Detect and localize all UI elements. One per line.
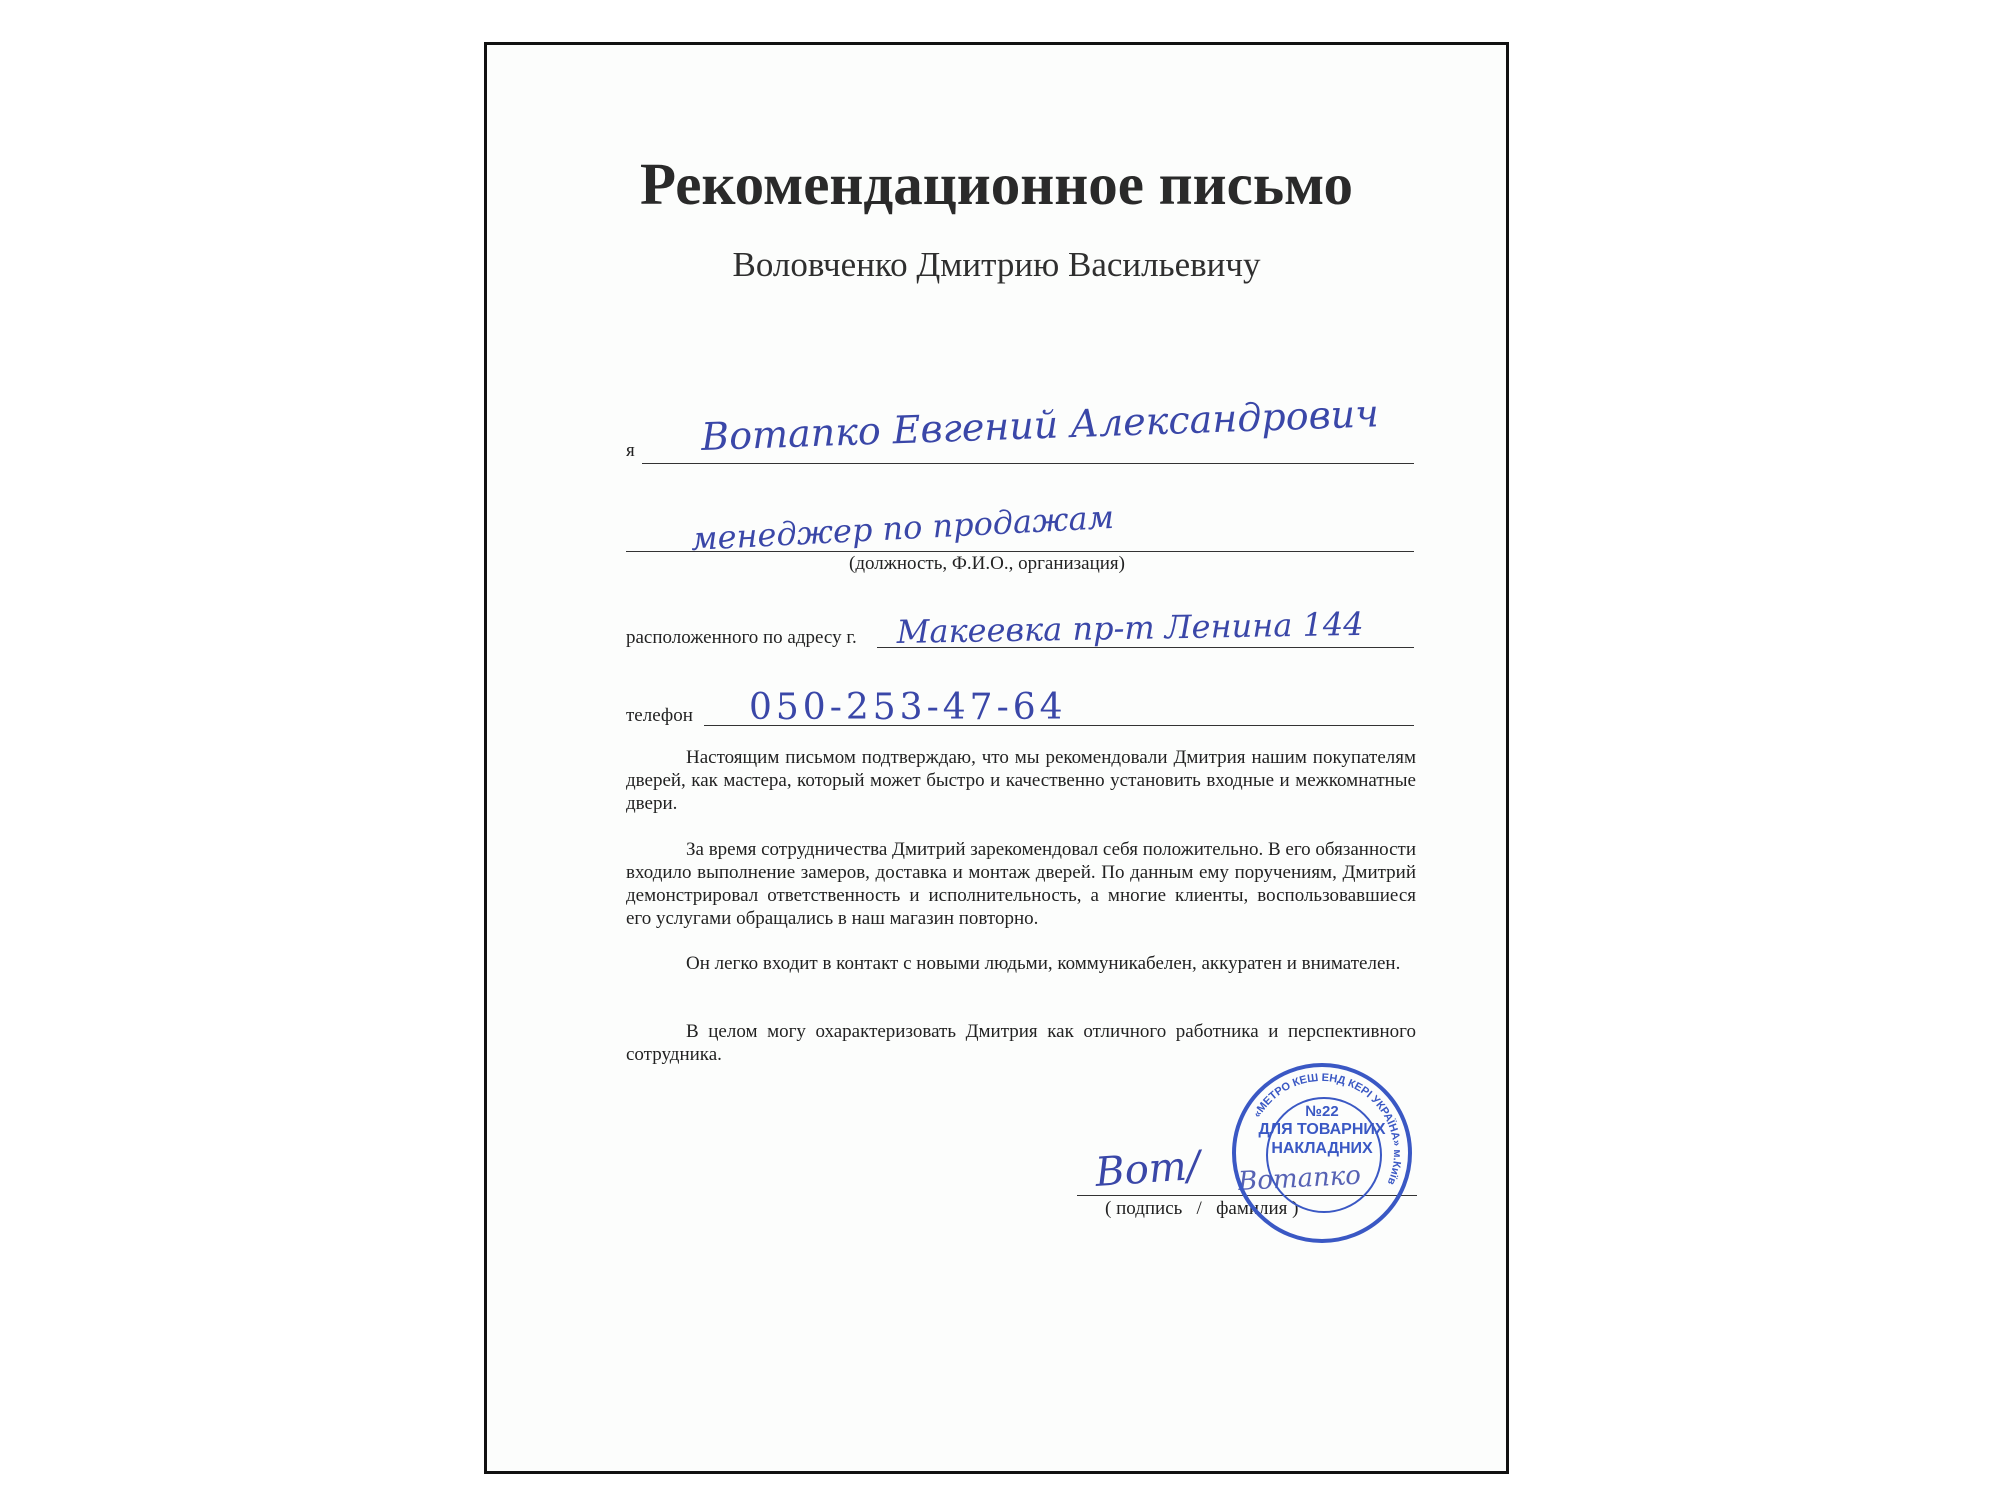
- paragraph-4: В целом могу охарактеризовать Дмитрия как отличного работника и перспективного сотрудника.: [626, 1021, 1416, 1065]
- paragraph-1: Настоящим письмом подтверждаю, что мы рекомендовали Дмитрия нашим покупателям дверей, как мастера, который может быстро и качественно установить входные и межкомнатные двери.: [626, 747, 1416, 814]
- surname-handwritten: Вотапко: [1237, 1160, 1362, 1197]
- letter-page: [484, 42, 1509, 1474]
- position-caption: (должность, Ф.И.О., организация): [849, 553, 1126, 574]
- svg-text:«МЕТРО КЕШ ЕНД КЕРІ УКРАЇНА» м: «МЕТРО КЕШ ЕНД КЕРІ УКРАЇНА» м.Київ: [1251, 1071, 1404, 1187]
- phone-handwritten: 050-253-47-64: [749, 687, 1067, 728]
- name-line: [642, 463, 1414, 464]
- signature-caption: ( подпись / фамилия ): [1105, 1198, 1299, 1219]
- name-handwritten: Вотапко Евгений Александрович: [700, 391, 1380, 459]
- company-stamp: [1232, 1063, 1412, 1243]
- address-label: расположенного по адресу г.: [626, 627, 857, 648]
- stamp-number: №22: [1305, 1103, 1339, 1120]
- phone-label: телефон: [626, 705, 693, 726]
- paragraph-2: За время сотрудничества Дмитрий зарекомендовал себя положительно. В его обязанности входило выполнение замеров, доставка и монтаж дверей. По данным ему поручениям, Дмитрий демонстрировал ответственность и исполнительность, а многие клиенты, воспользовавшиеся его услугами обращались в наш магазин повторно.: [626, 839, 1416, 929]
- recipient-name: Воловченко Дмитрию Васильевичу: [732, 245, 1261, 284]
- position-handwritten: менеджер по продажам: [690, 497, 1115, 558]
- signature-handwritten: Вот/: [1093, 1142, 1202, 1196]
- document-title: Рекомендационное письмо: [640, 151, 1353, 217]
- i-label: я: [626, 440, 635, 461]
- address-handwritten: Макеевка пр-т Ленина 144: [896, 604, 1364, 651]
- stamp-center-text: ДЛЯ ТОВАРНИХ НАКЛАДНИХ: [1258, 1121, 1386, 1157]
- paragraph-3: Он легко входит в контакт с новыми людьми, коммуникабелен, аккуратен и внимателен.: [686, 953, 1401, 974]
